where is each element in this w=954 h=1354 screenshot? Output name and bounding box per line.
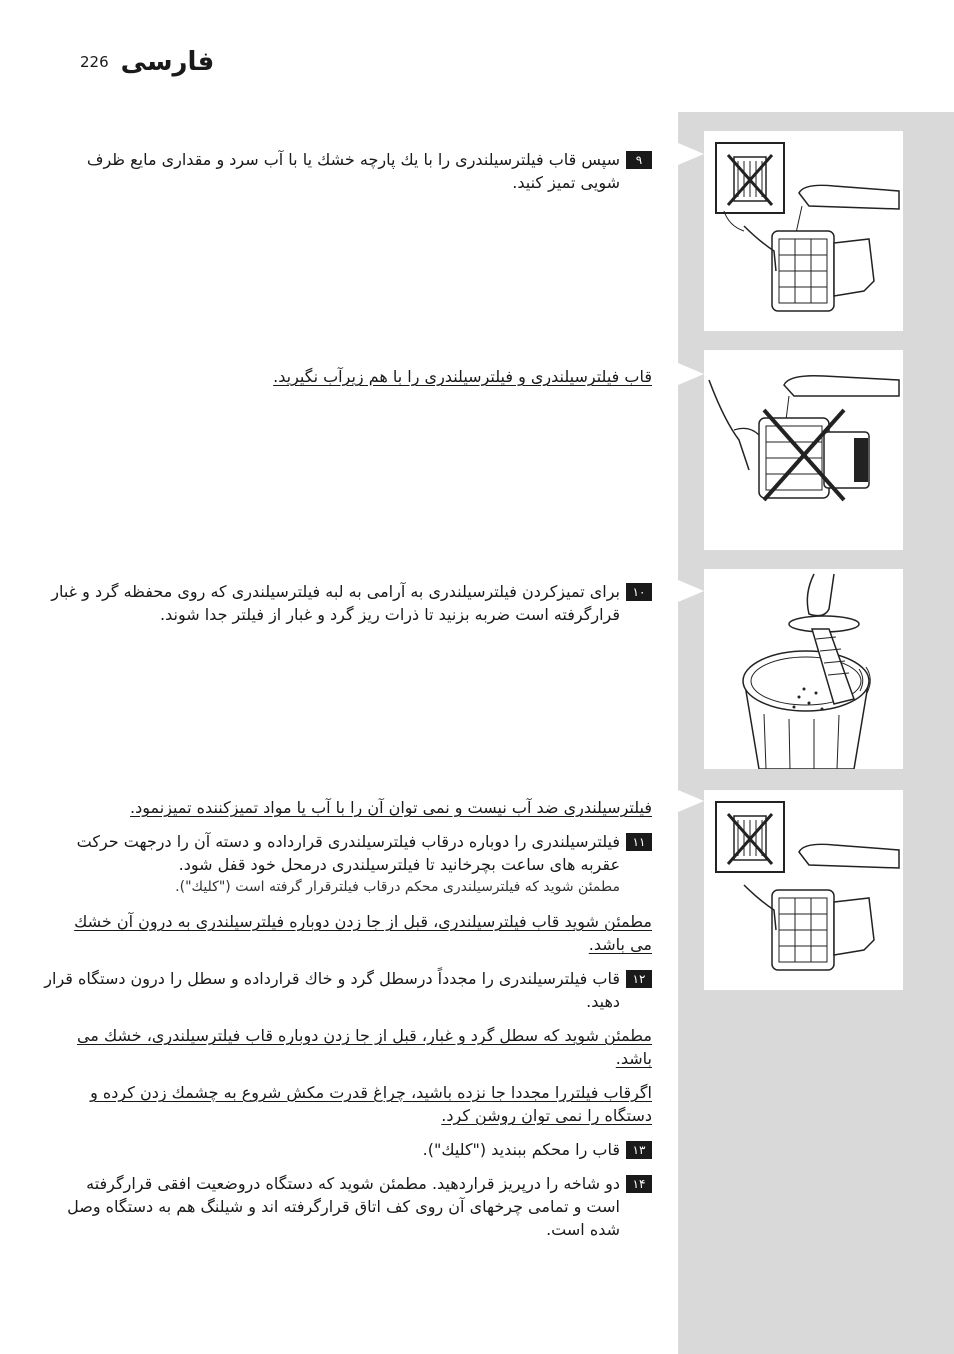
figure-pointer [678,580,704,602]
warning-container-dry [42,1024,652,1070]
step-text: قاب را محکم ببندید ("کلیك"). [422,1140,620,1159]
warning-no-rinse-together [72,365,652,388]
tap-filter-illustration [704,569,903,769]
step-text: سپس قاب فیلترسیلندری را با یك پارچه خشك یا با آب سرد و مقداری مایع ظرف [86,150,620,169]
step-number-badge: ۱۲ [626,970,652,988]
figure-rinse-housing [704,131,903,331]
figure-reinsert-filter [704,790,903,990]
step-text: است و تمامی چرخهای آن روی کف اتاق قرارگرفته اند و شیلنگ هم به دستگاه وصل [67,1197,620,1216]
step-text: شویی تمیز کنید. [512,173,620,192]
figure-pointer [678,363,704,385]
warning-suction-light [42,1081,652,1127]
step-text: برای تمیزکردن فیلترسیلندری به آرامی به لبه فیلترسیلندری که روی محفظه گرد و غبار [51,582,620,601]
page-number: 226 [80,53,109,71]
step-number-badge: ۱۴ [626,1175,652,1193]
step-number-badge: ۱۱ [626,833,652,851]
warning-not-waterproof: فیلترسیلندری ضد آب نیست و نمی توان آن را با آب یا مواد تمیزکننده تمیزنمود. [130,798,652,817]
step-text: دو شاخه را درپریز قراردهید. مطمئن شوید که دستگاه دروضعیت افقی قرارگرفته [86,1174,620,1193]
step-text: دهید. [586,992,620,1011]
figure-tap-filter [704,569,903,769]
rinse-housing-illustration [704,131,903,331]
warning-text: دستگاه را نمی توان روشن کرد. [441,1106,652,1125]
warning-housing-dry [42,910,652,956]
step-text: شده است. [546,1220,620,1239]
step-text: فیلترسیلندری را دوباره درقاب فیلترسیلندری قرارداده و دسته آن را درجهت حرکت [76,832,620,851]
no-rinse-together-illustration [704,350,903,550]
step-text: قاب فیلترسیلندری را مجدداً درسطل گرد و خاك قرارداده و سطل را درون دستگاه قرار [44,969,620,988]
page-header [80,44,214,80]
reinsert-filter-illustration [704,790,903,990]
step-number-badge: ۱۳ [626,1141,652,1159]
warning-text: قاب فیلترسیلندری و فیلترسیلندری را با هم زیرآب نگیرید. [273,367,652,386]
language-title: فارسی [120,47,215,77]
step-14 [42,1172,652,1241]
step-number-badge: ۹ [626,151,652,169]
step-12 [42,967,652,1013]
warning-text: مطمئن شوید که سطل گرد و غبار، قبل از جا زدن دوباره قاب فیلترسیلندری، خشك می [76,1026,652,1045]
figure-pointer [678,143,704,165]
step-9 [72,148,652,194]
step-11 [42,830,652,899]
warning-text: مطمئن شوید قاب فیلترسیلندری، قبل از جا زدن دوباره فیلترسیلندری به درون آن خشك [74,912,652,931]
step-10 [42,580,652,626]
step-text: عقربه های ساعت بچرخانید تا فیلترسیلندری درمحل خود قفل شود. [178,855,620,874]
warning-text: می باشد. [588,935,652,954]
step-text: قرارگرفته است ضربه بزنید تا ذرات ریز گرد و غبار از فیلتر جدا شوند. [160,605,620,624]
step-note: مطمئن شوید که فیلترسیلندری محکم درقاب فیلترقرار گرفته است ("کلیك"). [175,879,620,895]
step-number-badge: ۱۰ [626,583,652,601]
reassembly-instructions [42,796,652,1241]
step-13 [42,1138,652,1161]
warning-text: اگرقاب فیلتررا مجددا جا نزده باشید، چراغ قدرت مکش شروع به چشمك زدن کرده و [90,1083,652,1102]
figure-no-rinse-together [704,350,903,550]
figure-pointer [678,790,704,812]
warning-text: باشد. [615,1049,652,1068]
